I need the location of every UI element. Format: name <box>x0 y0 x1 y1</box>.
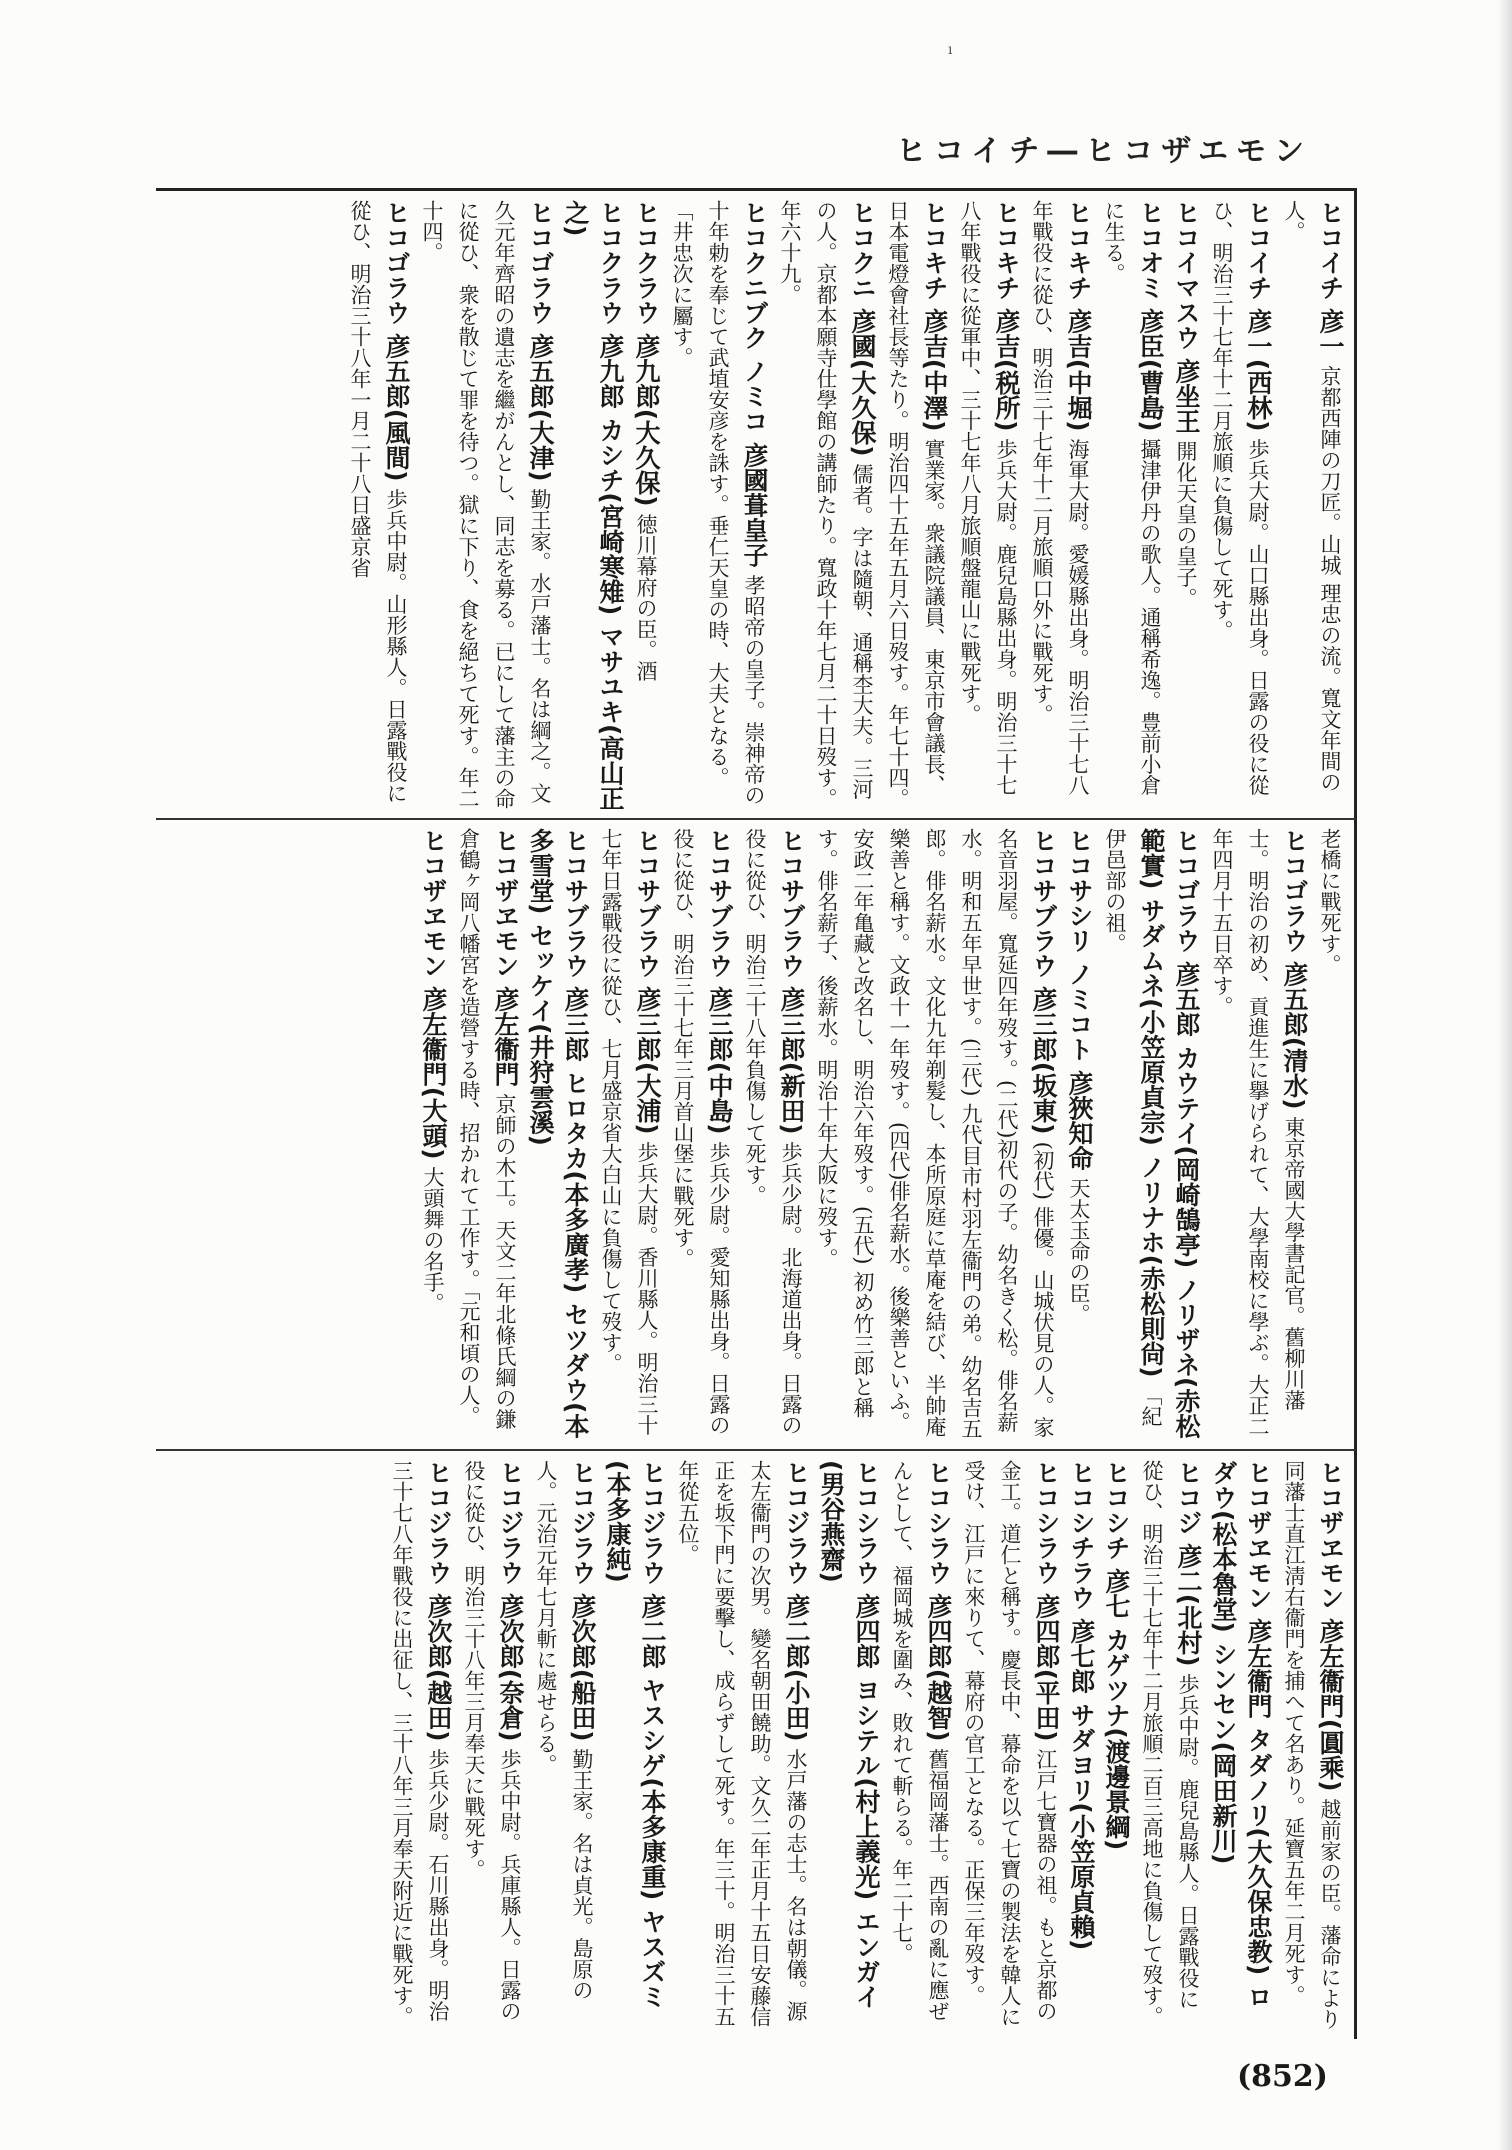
dictionary-entry <box>1134 1460 1206 2030</box>
band-2 <box>158 828 1348 1440</box>
entry-body: 實業家。衆議院議員、東京市會議長、日本電燈會社長等たり。明治四十五年五月六日歿す。年七十四。 <box>886 200 946 809</box>
page-number: (852) <box>1236 2059 1328 2094</box>
entry-headword: ヒコシチ 彦七 カゲツナ(渡邊景綱) <box>1102 1460 1131 1851</box>
entry-headword: ヒコキチ 彦吉(税所) <box>992 200 1021 432</box>
entry-body: 海軍大尉。愛媛縣出身。明治三十七八年戰役に從ひ、明治三十七年十二月旅順口外に戰死す。 <box>1030 200 1090 796</box>
page-edge-shadow <box>1498 0 1512 2150</box>
dictionary-entry <box>600 1460 670 2030</box>
entry-body: 徳川幕府の臣。酒 <box>634 513 658 682</box>
entry-body: 開化天皇の皇子。 <box>1174 440 1198 609</box>
dictionary-entry <box>523 828 593 1440</box>
entry-headword: ヒコクラウ 彦九郎(大久保) <box>632 200 661 507</box>
entry-headword: ヒコジラウ 彦二郎 ヤスシゲ(本多康重) ヤスズミ(本多康純) <box>603 1460 667 2009</box>
entry-headword: ヒコクニ 彦國(大久保) <box>848 200 877 457</box>
running-header: ヒコイチ―ヒコザエモン <box>896 134 1312 169</box>
entry-headword: ヒコザヱモン 彦左衞門 <box>491 828 520 1087</box>
dictionary-entry <box>664 200 772 812</box>
entry-body: 歩兵大尉。鹿兒島縣出身。明治三十七八年戰役に從軍中、三十七年八月旅順盤龍山に戰死す。 <box>958 200 1018 796</box>
entry-body: 水戸藩の志士。名は朝儀。源太左衞門の次男。變名朝田饒助。文久二年正月十五日安藤信正を坂下門に要擊し、成らずして死す。年三十。明治三十五年從五位。 <box>676 1460 808 2027</box>
dictionary-entry <box>1276 200 1348 812</box>
entry-headword: ヒコゴラウ 彦五郎(大津) <box>526 200 555 482</box>
dictionary-entry <box>384 1460 456 2030</box>
band-3 <box>158 1460 1348 2030</box>
dictionary-entry <box>528 1460 600 2030</box>
dictionary-entry <box>1312 828 1348 1440</box>
entry-headword: ヒコジ 彦二(北村) <box>1174 1460 1203 1667</box>
dictionary-entry <box>880 200 952 812</box>
band-divider-1 <box>156 818 1356 820</box>
dictionary-entry <box>956 1460 1064 2030</box>
dictionary-entry <box>1064 1460 1099 2030</box>
dictionary-entry <box>814 1460 884 2030</box>
entry-body: 勤王家。水戸藩士。名は綱之。文久元年齊昭の遺志を繼がんとし、同志を募る。已にして藩主の命に從ひ、衆を散じて罪を待つ。獄に下り、食を絕ちて死す。年二十四。 <box>420 200 552 809</box>
entry-body: 江戸七寶器の祖。もと京都の金工。道仁と稱す。慶長中、幕命を以て七寶の製法を韓人に受け、江戸に來りて、幕府の官工となる。正保三年歿す。 <box>962 1460 1058 2027</box>
dictionary-entry <box>665 828 737 1440</box>
entry-headword: ヒコサブラウ 彦三郎 ヒロタカ(本多廣孝) セツダウ(本多雪堂) セッケイ(井狩雲溪) <box>526 828 590 1439</box>
entry-headword: ヒコジラウ 彦次郎(越田) <box>424 1460 453 1742</box>
entry-body: 歩兵少尉。北海道出身。日露の役に從ひ、明治三十八年負傷して死す。 <box>743 828 803 1436</box>
entry-body: 歩兵少尉。石川縣出身。明治三十七八年戰役に出征し、三十八年三月奉天附近に戰死す。 <box>390 1460 450 2027</box>
dictionary-entry <box>451 828 523 1440</box>
entry-body: 天太玉命の臣。 <box>1067 1177 1091 1325</box>
dictionary-entry <box>1276 1460 1348 2030</box>
dictionary-entry <box>593 828 665 1440</box>
band-divider-2 <box>156 1449 1356 1451</box>
entry-body: 勤王家。名は貞光。島原の人。元治元年七月斬に處せらる。 <box>534 1460 594 2001</box>
entry-headword: ヒコサシリ ノミコト 彦狹知命 <box>1065 828 1094 1171</box>
dictionary-entry <box>1168 200 1204 812</box>
entry-headword: ヒコサブラウ 彦三郎(中島) <box>705 828 734 1135</box>
dictionary-entry <box>809 828 1061 1440</box>
entry-headword: ヒコゴラウ 彦五郎(清水) <box>1280 828 1309 1110</box>
entry-headword: ヒコシラウ 彦四郎(平田) <box>1032 1460 1061 1742</box>
entry-body: 京師の木工。天文二年北條氏綱の鎌倉鶴ヶ岡八幡宮を造營する時、招かれて工作す。「元和頃の人。 <box>457 828 517 1430</box>
entry-headword: ヒコザヱモン 彦左衞門(大頭) <box>419 828 448 1160</box>
entry-body: 歩兵中尉。鹿兒島縣人。日露戰役に從ひ、明治三十七年十二月旅順二百三高地に負傷して歿す。 <box>1140 1460 1200 2027</box>
dictionary-entry <box>1096 200 1168 812</box>
dictionary-entry <box>1061 828 1097 1440</box>
dictionary-entry <box>558 200 628 812</box>
dictionary-entry <box>1099 1460 1134 2030</box>
entry-headword: ヒコクニブク ノミコ 彦國葺皇子 <box>740 200 769 568</box>
dictionary-entry <box>884 1460 956 2030</box>
dictionary-entry <box>737 828 809 1440</box>
entry-body: 東京帝國大學書記官。舊柳川藩士。明治の初め、貢進生に擧げられて、大學南校に學ぶ。大正二年四月十五日卒す。 <box>1210 828 1306 1437</box>
entry-headword: ヒコザヱモン 彦左衞門(圓乘) <box>1316 1460 1345 1792</box>
dictionary-entry <box>415 828 451 1440</box>
entry-headword: ヒコクラウ 彦九郎 カシチ(宮崎寒雉) マサユキ(高山正之) <box>561 200 625 811</box>
entry-body: 大頭舞の名手。 <box>421 1166 445 1314</box>
entry-body: 越前家の臣。藩命により同藩士直江淸右衞門を捕へて名あり。延寶五年二月死す。 <box>1282 1460 1342 2030</box>
entry-headword: ヒコサブラウ 彦三郎(坂東) <box>1029 828 1058 1135</box>
entry-headword: ヒコザヱモン 彦左衞門 タダノリ(大久保忠教) ロダウ(松本魯堂) シンセン(岡田新川) <box>1209 1460 1273 2009</box>
dictionary-entry <box>628 200 664 812</box>
dictionary-entry <box>670 1460 814 2030</box>
dictionary-entry <box>456 1460 528 2030</box>
entry-headword: ヒコサブラウ 彦三郎(大浦) <box>633 828 662 1135</box>
dictionary-entry <box>342 200 414 812</box>
entry-body: 攝津伊丹の歌人。通稱希逸。豊前小倉に生る。 <box>1102 200 1162 796</box>
entry-body: 「紀伊邑部の祖。 <box>1103 828 1163 1427</box>
dictionary-entry <box>1206 1460 1276 2030</box>
entry-headword: ヒコジラウ 彦次郎(船田) <box>568 1460 597 1742</box>
entry-body: 歩兵中尉。山形縣人。日露戰役に從ひ、明治三十八年一月二十八日盛京省 <box>348 200 408 804</box>
dictionary-entry <box>1204 200 1276 812</box>
entry-body: 儒者。字は隨朝、通稱杢大夫。三河の人。京都本願寺仕學館の講師たり。寬政十年七月二十日歿す。年六十九。 <box>778 200 874 809</box>
entry-body: 歩兵少尉。愛知縣出身。日露の役に從ひ、明治三十七年三月首山堡に戰死す。 <box>671 828 731 1436</box>
entry-headword: ヒコジラウ 彦次郎(奈倉) <box>496 1460 525 1742</box>
entry-body: (初代) 俳優。山城伏見の人。家名音羽屋。寬延四年歿す。(二代)初代の子。幼名きく松。俳名薪水。明和五年早世す。(三代) 九代目市村羽左衞門の弟。幼名吉五郎。俳名薪水。文化九年剃髮し、本所原庭に草庵を結び、半帥庵樂善と稱す。文政十一年歿す。(四代)俳名薪水。後樂善といふ。安政二年亀藏と改名し、明治六年歿す。(五代) 初め竹三郎と稱す。俳名薪子、後薪水。明治十年大阪に歿す。 <box>815 828 1055 1440</box>
entry-headword: ヒコシラウ 彦四郎(越智) <box>924 1460 953 1742</box>
dictionary-entry <box>952 200 1024 812</box>
entry-headword: ヒコイチ 彦一(西林) <box>1244 200 1273 432</box>
entry-headword: ヒコイチ 彦一 <box>1316 200 1345 359</box>
entry-body: 歩兵大尉。香川縣人。明治三十七年日露戰役に從ひ、七月盛京省大白山に負傷して歿す。 <box>599 828 659 1436</box>
band-1 <box>158 200 1348 812</box>
dictionary-entry <box>1097 828 1204 1440</box>
dictionary-entry <box>414 200 558 812</box>
dictionary-entry <box>772 200 880 812</box>
entry-headword: ヒコジラウ 彦二郎(小田) <box>782 1460 811 1742</box>
dictionary-entry <box>1204 828 1312 1440</box>
entry-headword: ヒコキチ 彦吉(中澤) <box>920 200 949 432</box>
entry-body: 歩兵大尉。山口縣出身。日露の役に從ひ、明治三十七年十二月旅順に負傷して死す。 <box>1210 200 1270 796</box>
entry-body: 歩兵中尉。兵庫縣人。日露の役に從ひ、明治三十八年三月奉天に戰死す。 <box>462 1460 522 2022</box>
entry-headword: ヒコゴラウ 彦五郎 カウテイ(岡崎鵠亭) ノリザネ(赤松範實) サダムネ(小笠原貞宗) ノリナホ(赤松則尙) <box>1137 828 1201 1439</box>
entry-body: 孝昭帝の皇子。崇神帝の十年勅を奉じて武埴安彦を誅す。垂仁天皇の時、大夫となる。「井忠次に屬す。 <box>670 200 766 806</box>
top-mark: ı <box>948 42 953 58</box>
entry-body: 京都西陣の刀匠。山城 理忠の流。寬文年間の人。 <box>1282 200 1342 793</box>
dictionary-entry <box>1024 200 1096 812</box>
entry-body: 舊福岡藩士。西南の亂に應ぜんとして、福岡城を圍み、敗れて斬らる。年二十七。 <box>890 1460 950 2022</box>
entry-headword: ヒコシラウ 彦四郎 ヨシテル(村上義光) エンガイ(男谷燕齋) <box>817 1460 881 2009</box>
entry-headword: ヒコイマスウ 彦坐王 <box>1172 200 1201 434</box>
entry-body: 老橋に戰死す。 <box>1318 828 1342 975</box>
entry-headword: ヒコシチラウ 彦七郎 サダヨリ(小笠原貞賴) <box>1067 1460 1096 1951</box>
entry-headword: ヒコオミ 彦臣(曹島) <box>1136 200 1165 432</box>
entry-headword: ヒコサブラウ 彦三郎(新田) <box>777 828 806 1135</box>
entry-headword: ヒコゴラウ 彦五郎(風間) <box>382 200 411 482</box>
entry-headword: ヒコキチ 彦吉(中堀) <box>1064 200 1093 432</box>
